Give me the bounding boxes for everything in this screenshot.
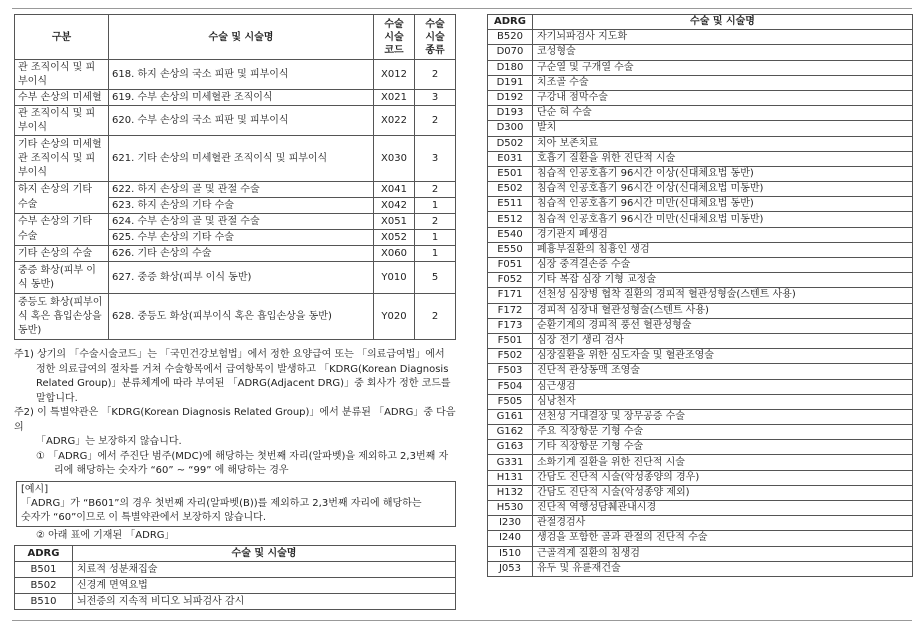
adrg-code-cell: B502	[15, 578, 73, 594]
header-procedure-name: 수술 및 시술명	[533, 15, 913, 30]
adrg-code-cell: G331	[488, 455, 533, 470]
table-row	[488, 242, 913, 257]
adrg-code-cell: E031	[488, 151, 533, 166]
example-line: 숫자가 “60”이므로 이 특별약관에서 보장하지 않습니다.	[21, 511, 267, 523]
adrg-code-cell: J053	[488, 561, 533, 576]
table-row	[15, 106, 456, 136]
adrg-procedure-table	[487, 14, 913, 577]
table-row	[488, 440, 913, 455]
procedure-name-cell: 단순 혀 수술	[533, 106, 913, 121]
note-2-line: 주2) 이 특별약관은 「KDRG(Korean Diagnosis Related Group)」에서 분류된 「ADRG」중 다음의	[14, 407, 456, 433]
procedure-name-cell: 심근생검	[533, 379, 913, 394]
table-row	[488, 485, 913, 500]
procedure-code-cell: X060	[374, 246, 415, 262]
adrg-code-cell: D300	[488, 121, 533, 136]
adrg-code-cell: I240	[488, 531, 533, 546]
table-row	[488, 227, 913, 242]
procedure-name-cell: 폐흉부질환의 침흉인 생검	[533, 242, 913, 257]
adrg-code-cell: E512	[488, 212, 533, 227]
header-category: 구분	[15, 15, 109, 60]
procedure-name-cell: 침습적 인공호흡기 96시간 미만(신대체요법 동반)	[533, 197, 913, 212]
table-row	[15, 136, 456, 182]
category-cell: 중등도 화상(피부이 식 혹은 흡입손상을 동반)	[15, 294, 109, 340]
note-1-line: 주1) 상기의 「수술시술코드」는 「국민건강보험법」에서 정한 요양급여 또는 「의료급여법」에서	[14, 349, 445, 360]
table-row	[488, 151, 913, 166]
table-row	[488, 561, 913, 576]
procedure-name-cell: 심장질환을 위한 심도자술 및 혈관조영술	[533, 349, 913, 364]
bottom-rule	[12, 620, 912, 621]
procedure-kind-cell: 1	[415, 230, 456, 246]
procedure-name-cell: 기타 복잡 심장 기형 교정술	[533, 273, 913, 288]
procedure-name-cell: 624. 수부 손상의 골 및 관절 수술	[109, 214, 374, 230]
procedure-name-cell: 간담도 진단적 시술(악성종양 제외)	[533, 485, 913, 500]
adrg-code-cell: F052	[488, 273, 533, 288]
table-row	[488, 349, 913, 364]
table-row	[488, 425, 913, 440]
note-2-item-1: 리에 해당하는 숫자가 “60” ~ “99” 에 해당하는 경우	[54, 465, 289, 476]
procedure-code-cell: X012	[374, 60, 415, 90]
adrg-code-cell: D502	[488, 136, 533, 151]
procedure-name-cell: 관절경검사	[533, 516, 913, 531]
procedure-name-cell: 621. 기타 손상의 미세혈관 조직이식 및 피부이식	[109, 136, 374, 182]
table-row	[488, 470, 913, 485]
table-row	[488, 45, 913, 60]
procedure-name-cell: 발치	[533, 121, 913, 136]
adrg-code-cell: I230	[488, 516, 533, 531]
table-row	[15, 294, 456, 340]
table-row	[15, 594, 456, 610]
procedure-kind-cell: 1	[415, 198, 456, 214]
left-procedure-table	[14, 14, 456, 340]
procedure-kind-cell: 1	[415, 246, 456, 262]
left-table-header	[15, 15, 456, 60]
table-row	[15, 562, 456, 578]
adrg-code-cell: G161	[488, 409, 533, 424]
adrg-code-cell: B510	[15, 594, 73, 610]
table-row	[488, 212, 913, 227]
table-row	[15, 262, 456, 294]
adrg-code-cell: E511	[488, 197, 533, 212]
procedure-code-cell: Y010	[374, 262, 415, 294]
table-row	[488, 409, 913, 424]
adrg-code-cell: E501	[488, 166, 533, 181]
adrg-code-cell: G163	[488, 440, 533, 455]
procedure-kind-cell: 2	[415, 182, 456, 198]
header-procedure-code: 수술 시술 코드	[374, 15, 415, 60]
procedure-name-cell: 기타 직장항문 기형 수술	[533, 440, 913, 455]
procedure-name-cell: 618. 하지 손상의 국소 피판 및 피부이식	[109, 60, 374, 90]
header-procedure-kind: 수술 시술 종류	[415, 15, 456, 60]
adrg-table-body	[488, 30, 913, 577]
table-header	[15, 546, 456, 562]
procedure-kind-cell: 2	[415, 214, 456, 230]
adrg-code-cell: H131	[488, 470, 533, 485]
table-row	[488, 546, 913, 561]
table-row	[488, 394, 913, 409]
adrg-code-cell: D193	[488, 106, 533, 121]
procedure-name-cell: 심장 전기 생리 검사	[533, 333, 913, 348]
table-row	[488, 303, 913, 318]
table-row	[488, 75, 913, 90]
adrg-code-cell: D180	[488, 60, 533, 75]
procedure-code-cell: X022	[374, 106, 415, 136]
adrg-code-cell: F505	[488, 394, 533, 409]
category-cell: 관 조직이식 및 피 부이식	[15, 60, 109, 90]
procedure-name-cell: 소화기계 질환을 위한 진단적 시술	[533, 455, 913, 470]
table-row	[15, 90, 456, 106]
table-row	[15, 246, 456, 262]
note-2-item-2: ② 아래 표에 기재된 「ADRG」	[36, 529, 175, 541]
table-row	[488, 30, 913, 45]
procedure-name-cell: 심낭천자	[533, 394, 913, 409]
adrg-code-cell: F503	[488, 364, 533, 379]
procedure-name-cell: 침습적 인공호흡기 96시간 미만(신대체요법 미동반)	[533, 212, 913, 227]
example-line: 「ADRG」가 “B601”의 경우 첫번째 자리(알파벳(B))를 제외하고 2,3번째 자리에 해당하는	[21, 497, 422, 509]
procedure-name-cell: 자기뇌파검사 지도화	[533, 30, 913, 45]
adrg-code-cell: E502	[488, 182, 533, 197]
procedure-name-cell: 구순열 및 구개열 수술	[533, 60, 913, 75]
adrg-code-cell: F502	[488, 349, 533, 364]
table-row	[488, 531, 913, 546]
table-row	[488, 258, 913, 273]
procedure-kind-cell: 2	[415, 60, 456, 90]
adrg-code-cell: B520	[488, 30, 533, 45]
procedure-name-cell: 625. 수부 손상의 기타 수술	[109, 230, 374, 246]
table-row	[488, 501, 913, 516]
table-row	[15, 230, 456, 246]
procedure-name-cell: 진단적 역행성담췌관내시경	[533, 501, 913, 516]
procedure-name-cell: 선천성 거대결장 및 장무공증 수술	[533, 409, 913, 424]
adrg-code-cell: F504	[488, 379, 533, 394]
note-1-line: 정한 의료급여의 절차를 거쳐 수술항목에서 급여항목이 발생하고 「KDRG(Korean Diagnosis	[36, 363, 449, 375]
procedure-name-cell: 근골격계 질환의 침생검	[533, 546, 913, 561]
adrg-code-cell: G162	[488, 425, 533, 440]
procedure-name-cell: 628. 중등도 화상(피부이식 혹은 흡입손상을 동반)	[109, 294, 374, 340]
note-1-line: Related Group)」분류체계에 따라 부여된 「ADRG(Adjacent DRG)」중 회사가 정한 코드를	[36, 378, 451, 389]
category-cell: 수술	[15, 230, 109, 246]
table-row	[488, 90, 913, 105]
procedure-name-cell: 침습적 인공호흡기 96시간 이상(신대체요법 동반)	[533, 166, 913, 181]
adrg-code-cell: E540	[488, 227, 533, 242]
procedure-name-cell: 620. 수부 손상의 국소 피판 및 피부이식	[109, 106, 374, 136]
example-title: [예시]	[21, 483, 49, 495]
table-row	[488, 333, 913, 348]
procedure-name-cell: 선천성 심장병 협착 질환의 경피적 혈관성형술(스텐트 사용)	[533, 288, 913, 303]
header-procedure-name: 수술 및 시술명	[73, 546, 456, 562]
adrg-code-cell: F172	[488, 303, 533, 318]
procedure-name-cell: 유두 및 유륜재건술	[533, 561, 913, 576]
adrg-code-cell: B501	[15, 562, 73, 578]
table-row	[488, 364, 913, 379]
adrg-code-cell: D191	[488, 75, 533, 90]
table-row	[15, 578, 456, 594]
procedure-kind-cell: 3	[415, 90, 456, 106]
table-row	[488, 516, 913, 531]
procedure-name-cell: 622. 하지 손상의 골 및 관절 수술	[109, 182, 374, 198]
procedure-code-cell: X021	[374, 90, 415, 106]
procedure-name-cell: 구강내 점막수술	[533, 90, 913, 105]
adrg-code-cell: D192	[488, 90, 533, 105]
category-cell: 수부 손상의 기타	[15, 214, 109, 230]
procedure-name-cell: 치조골 수술	[533, 75, 913, 90]
procedure-name-cell: 침습적 인공호흡기 96시간 이상(신대체요법 미동반)	[533, 182, 913, 197]
header-adrg: ADRG	[15, 546, 73, 562]
table-row	[15, 182, 456, 198]
procedure-name-cell: 심장 중격결손증 수술	[533, 258, 913, 273]
category-cell: 기타 손상의 미세혈 관 조직이식 및 피 부이식	[15, 136, 109, 182]
procedure-code-cell: Y020	[374, 294, 415, 340]
procedure-code-cell: X030	[374, 136, 415, 182]
procedure-kind-cell: 5	[415, 262, 456, 294]
procedure-name-cell: 뇌전증의 지속적 비디오 뇌파검사 감시	[73, 594, 456, 610]
table-row	[488, 197, 913, 212]
procedure-name-cell: 호흡기 질환을 위한 진단적 시술	[533, 151, 913, 166]
procedure-kind-cell: 2	[415, 106, 456, 136]
table-row	[488, 288, 913, 303]
note-1-line: 말합니다.	[36, 392, 78, 404]
procedure-code-cell: X041	[374, 182, 415, 198]
table-row	[488, 121, 913, 136]
category-cell: 수술	[15, 198, 109, 214]
procedure-code-cell: X051	[374, 214, 415, 230]
example-box	[16, 481, 456, 527]
table-row	[488, 60, 913, 75]
procedure-name-cell: 순환기계의 경피적 풍선 혈관성형술	[533, 318, 913, 333]
adrg-code-cell: E550	[488, 242, 533, 257]
procedure-name-cell: 치아 보존치료	[533, 136, 913, 151]
procedure-name-cell: 경기관지 폐생검	[533, 227, 913, 242]
procedure-name-cell: 623. 하지 손상의 기타 수술	[109, 198, 374, 214]
procedure-name-cell: 생검을 포함한 골과 관절의 진단적 수술	[533, 531, 913, 546]
header-procedure-name: 수술 및 시술명	[109, 15, 374, 60]
procedure-kind-cell: 2	[415, 294, 456, 340]
adrg-code-cell: F501	[488, 333, 533, 348]
category-cell: 중증 화상(피부 이 식 동반)	[15, 262, 109, 294]
procedure-name-cell: 경피적 심장내 혈관성형술(스텐트 사용)	[533, 303, 913, 318]
table-row	[488, 273, 913, 288]
table-row	[488, 106, 913, 121]
table-row	[488, 318, 913, 333]
note-2-line: 「ADRG」는 보장하지 않습니다.	[36, 436, 182, 447]
adrg-code-cell: F171	[488, 288, 533, 303]
procedure-code-cell: X052	[374, 230, 415, 246]
procedure-code-cell: X042	[374, 198, 415, 214]
table-row	[488, 379, 913, 394]
top-rule	[12, 8, 912, 9]
table-row	[15, 60, 456, 90]
note-2-item-1: ① 「ADRG」에서 주진단 범주(MDC)에 해당하는 첫번째 자리(알파벳)을 제외하고 2,3번째 자	[36, 450, 449, 462]
table-row	[15, 198, 456, 214]
procedure-name-cell: 치료적 성분채집술	[73, 562, 456, 578]
adrg-code-cell: H132	[488, 485, 533, 500]
header-adrg: ADRG	[488, 15, 533, 30]
category-cell: 수부 손상의 미세혈	[15, 90, 109, 106]
procedure-name-cell: 627. 중증 화상(피부 이식 동반)	[109, 262, 374, 294]
table-row	[488, 455, 913, 470]
table-row	[488, 136, 913, 151]
category-cell: 기타 손상의 수술	[15, 246, 109, 262]
procedure-kind-cell: 3	[415, 136, 456, 182]
procedure-name-cell: 626. 기타 손상의 수술	[109, 246, 374, 262]
table-header	[488, 15, 913, 30]
adrg-code-cell: F051	[488, 258, 533, 273]
category-cell: 관 조직이식 및 피 부이식	[15, 106, 109, 136]
category-cell: 하지 손상의 기타	[15, 182, 109, 198]
procedure-name-cell: 주요 직장항문 기형 수술	[533, 425, 913, 440]
procedure-name-cell: 간담도 진단적 시술(악성종양의 경우)	[533, 470, 913, 485]
table-row	[488, 182, 913, 197]
adrg-code-cell: I510	[488, 546, 533, 561]
adrg-code-cell: D070	[488, 45, 533, 60]
procedure-name-cell: 신경계 면역요법	[73, 578, 456, 594]
adrg-code-cell: H530	[488, 501, 533, 516]
footnotes	[14, 348, 459, 543]
procedure-name-cell: 619. 수부 손상의 미세혈관 조직이식	[109, 90, 374, 106]
procedure-name-cell: 코성형술	[533, 45, 913, 60]
excluded-adrg-table	[14, 545, 456, 610]
table-row	[15, 214, 456, 230]
table-row	[488, 166, 913, 181]
procedure-name-cell: 진단적 관상동맥 조영술	[533, 364, 913, 379]
adrg-code-cell: F173	[488, 318, 533, 333]
